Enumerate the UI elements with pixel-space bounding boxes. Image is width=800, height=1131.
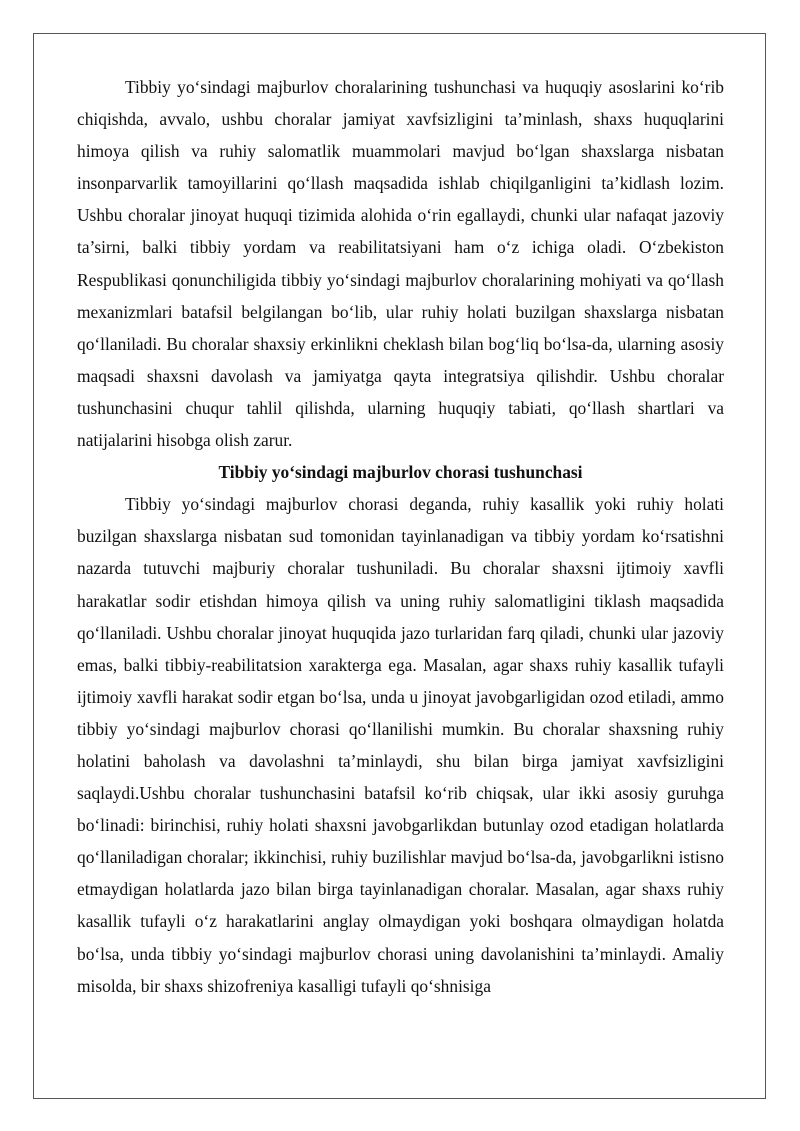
paragraph-definition: Tibbiy yo‘sindagi majburlov chorasi deganda, ruhiy kasallik yoki ruhiy holati buzilgan shaxslarga nisbatan sud tomonidan tayinlanadigan va tibbiy yordam ko‘rsatishni nazarda tutuvchi majburiy choralar tushuniladi. Bu choralar shaxsni ijtimoiy xavfli harakatlar sodir etishdan himoya qilish va uning ruhiy salomatligini tiklash maqsadida qo‘llaniladi. Ushbu choralar jinoyat huquqida jazo turlaridan farq qiladi, chunki ular jazoviy emas, balki tibbiy-reabilitatsion xarakterga ega. Masalan, agar shaxs ruhiy kasallik tufayli ijtimoiy xavfli harakat sodir etgan bo‘lsa, unda u jinoyat javobgarligidan ozod etiladi, ammo tibbiy yo‘sindagi majburlov chorasi qo‘llanilishi mumkin. Bu choralar shaxsning ruhiy holatini baholash va davolashni ta’minlaydi, shu bilan birga jamiyat xavfsizligini saqlaydi.Ushbu choralar tushunchasini batafsil ko‘rib chiqsak, ular ikki asosiy guruhga bo‘linadi: birinchisi, ruhiy holati shaxsni javobgarlikdan butunlay ozod etadigan holatlarda qo‘llaniladigan choralar; ikkinchisi, ruhiy buzilishlar mavjud bo‘lsa-da, javobgarlikni istisno etmaydigan holatlarda jazo bilan birga tayinlanadigan choralar. Masalan, agar shaxs ruhiy kasallik tufayli o‘z harakatlarini anglay olmaydigan yoki boshqara olmaydigan holatda bo‘lsa, unda tibbiy yo‘sindagi majburlov chorasi uning davolanishini ta’minlaydi. Amaliy misolda, bir shaxs shizofreniya kasalligi tufayli qo‘shnisiga <box>77 494 724 996</box>
document-body <box>77 71 724 1002</box>
paragraph-intro: Tibbiy yo‘sindagi majburlov choralarining tushunchasi va huquqiy asoslarini ko‘rib chiqishda, avvalo, ushbu choralar jamiyat xavfsizligini ta’minlash, shaxs huquqlarini himoya qilish va ruhiy salomatlik muammolari mavjud bo‘lgan shaxslarga nisbatan insonparvarlik tamoyillarini qo‘llash maqsadida ishlab chiqilganligini ta’kidlash lozim. Ushbu choralar jinoyat huquqi tizimida alohida o‘rin egallaydi, chunki ular nafaqat jazoviy ta’sirni, balki tibbiy yordam va reabilitatsiyani ham o‘z ichiga oladi. O‘zbekiston Respublikasi qonunchiligida tibbiy yo‘sindagi majburlov choralarining mohiyati va qo‘llash mexanizmlari batafsil belgilangan bo‘lib, ular ruhiy holati buzilgan shaxslarga nisbatan qo‘llaniladi. Bu choralar shaxsiy erkinlikni cheklash bilan bog‘liq bo‘lsa-da, ularning asosiy maqsadi shaxsni davolash va jamiyatga qayta integratsiya qilishdir. Ushbu choralar tushunchasini chuqur tahlil qilishda, ularning huquqiy tabiati, qo‘llash shartlari va natijalarini hisobga olish zarur. <box>77 77 724 451</box>
section-heading: Tibbiy yo‘sindagi majburlov chorasi tushunchasi <box>218 462 583 483</box>
